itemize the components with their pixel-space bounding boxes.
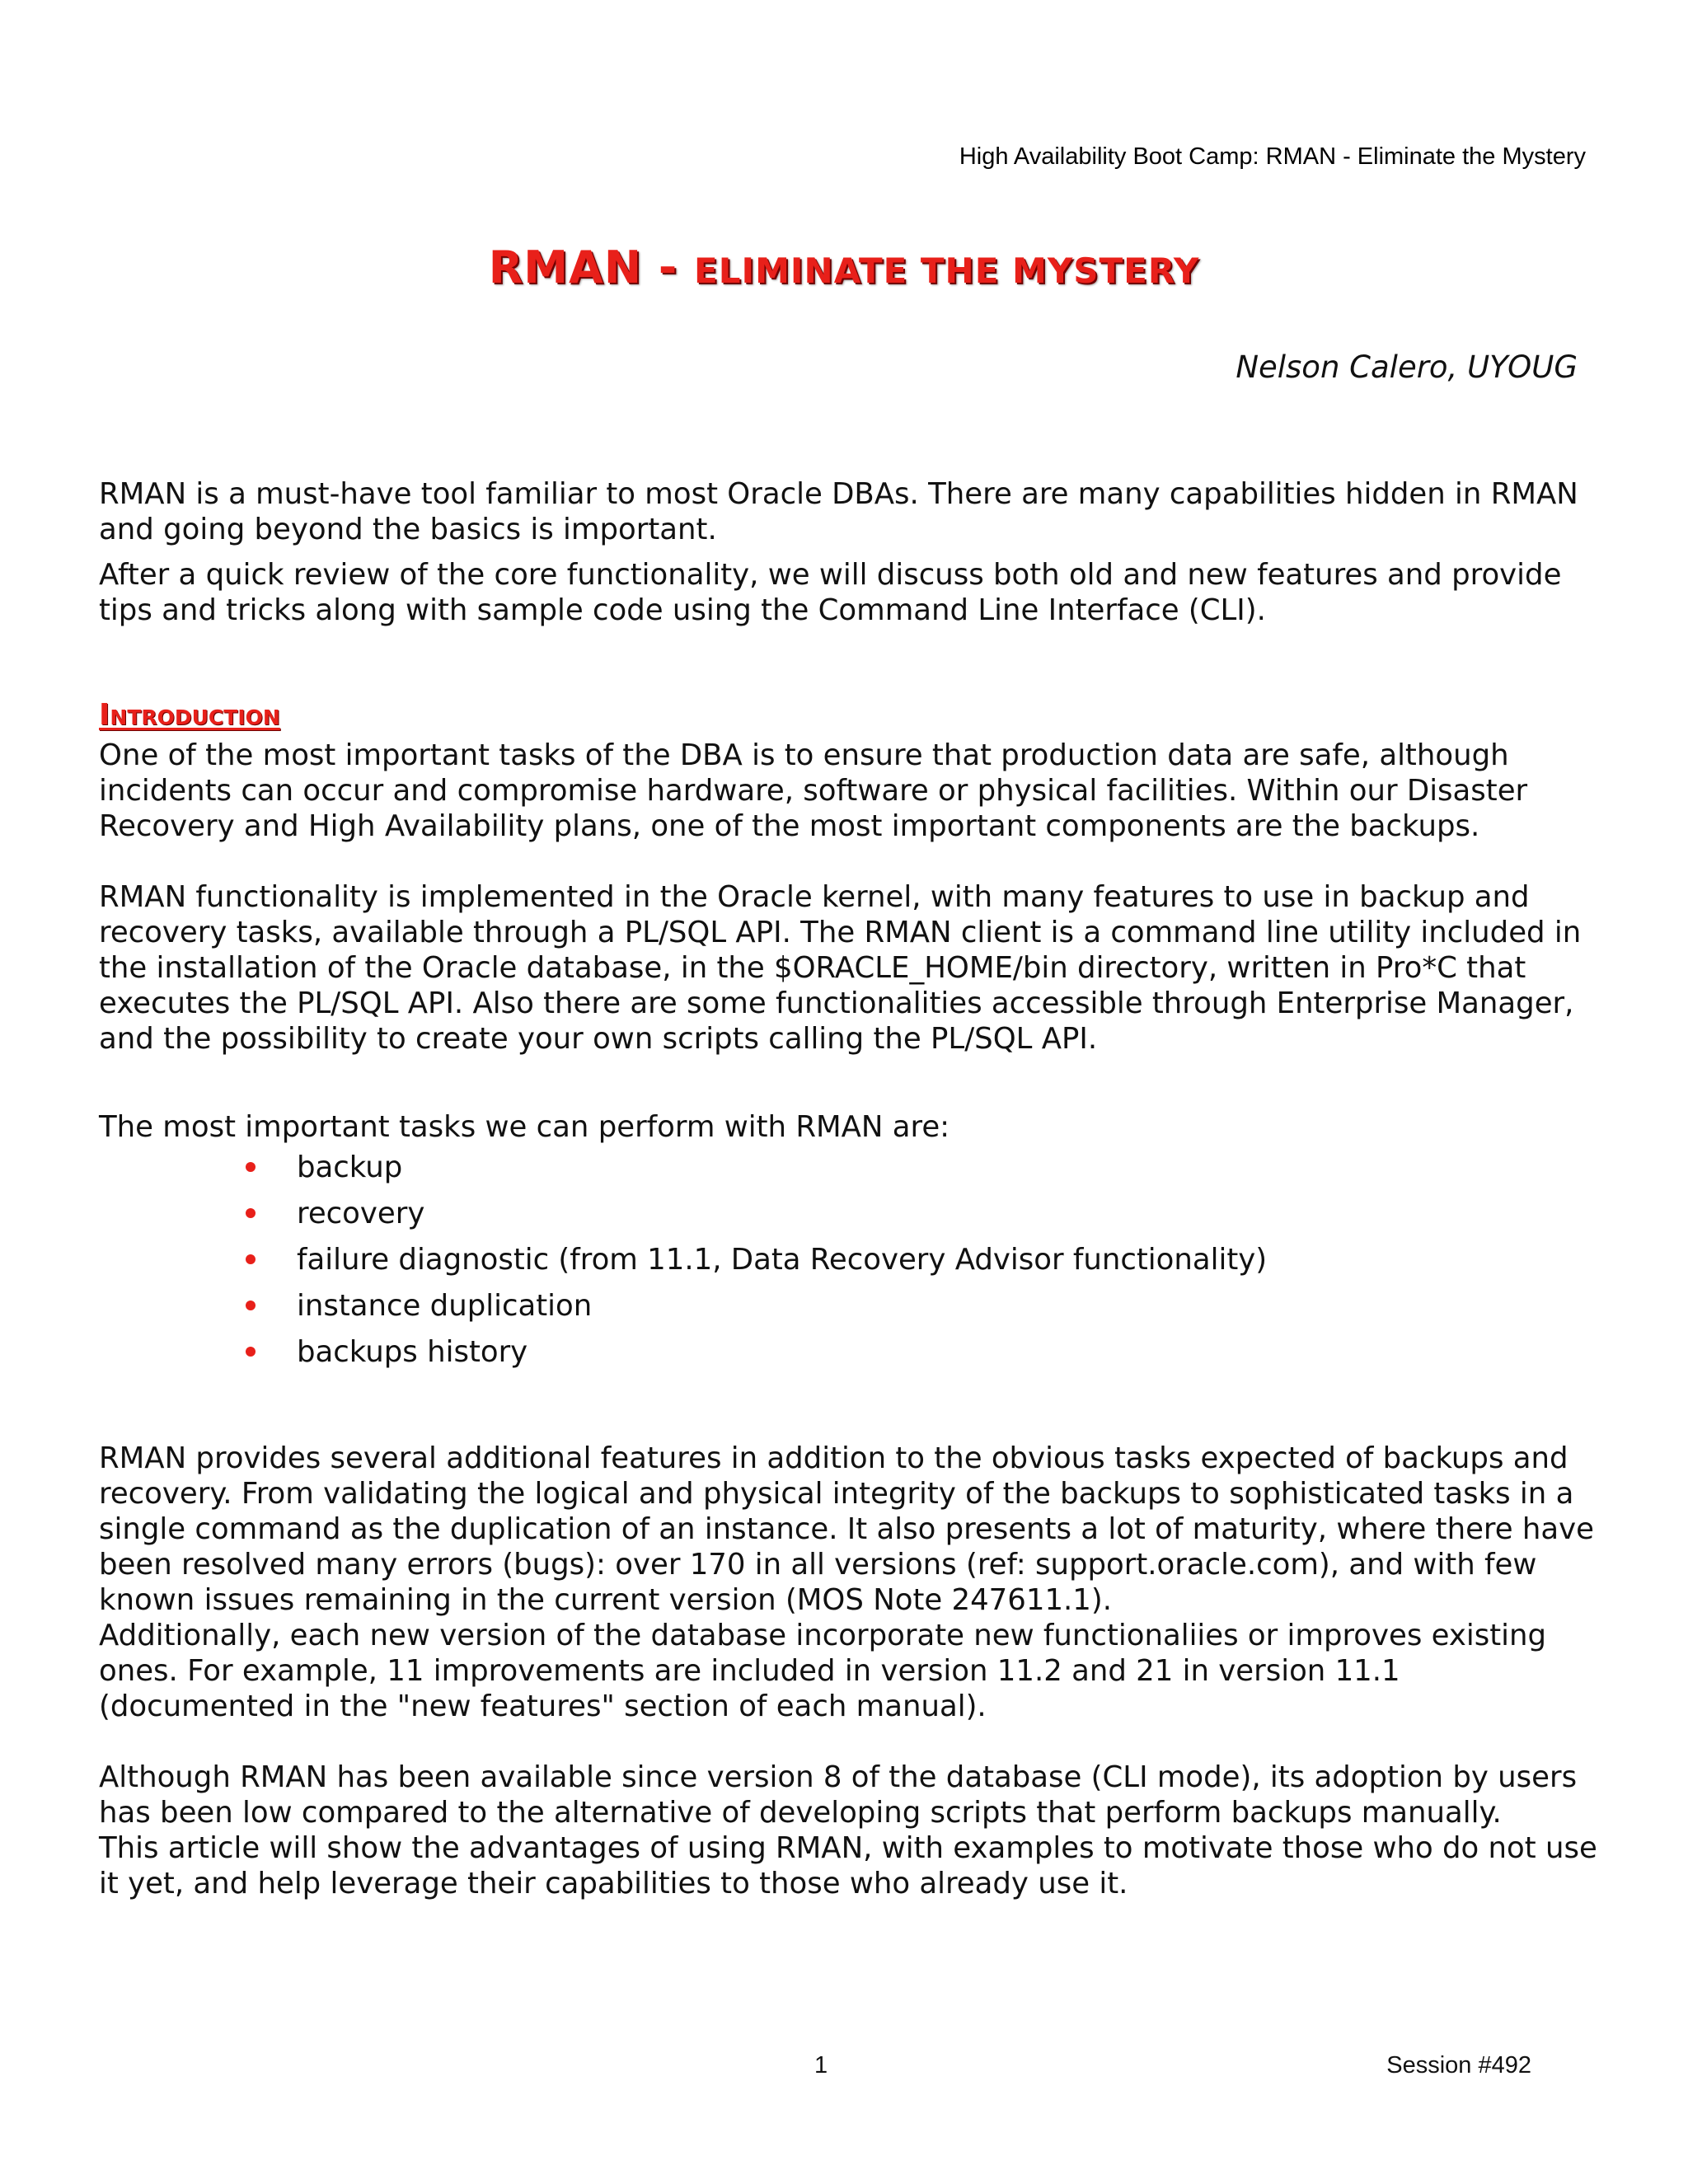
features-paragraph: RMAN provides several additional features in addition to the obvious tasks expected of backups and recovery. From validating the logical and physical integrity of the backups to sophisticated tasks in a single command as the duplication of an instance. It also presents a lot of maturity, where there have been resolved many errors (bugs): over 170 in all versions (ref: support.oracle.com), and with few known issues remaining in the current version (MOS Note 247611.1). — [99, 1441, 1594, 1617]
intro-paragraph-3: The most important tasks we can perform with RMAN are: — [99, 1110, 950, 1144]
bullet-icon — [246, 1254, 256, 1264]
section-heading-introduction: Introduction — [99, 698, 280, 732]
document-body — [99, 476, 1599, 1901]
bullet-icon — [246, 1162, 256, 1172]
list-item — [297, 1288, 1599, 1324]
page-number: 1 — [814, 2052, 828, 2079]
intro-paragraph-2: RMAN functionality is implemented in the Oracle kernel, with many features to use in backup and recovery tasks, available through a PL/SQL API. The RMAN client is a command line utility included in the installation of the Oracle database, in the $ORACLE_HOME/bin directory, written in Pro*C that executes the PL/SQL API. Also there are some functionalities accessible through Enterprise Manager, and the possibility to create your own scripts calling the PL/SQL API. — [99, 880, 1582, 1056]
session-label: Session #492 — [1386, 2052, 1531, 2079]
versions-paragraph: Additionally, each new version of the database incorporate new functionaliies or improves existing ones. For example, 11 improvements are included in version 11.2 and 21 in version 11.1 (documented in the "new features" section of each manual). — [99, 1619, 1547, 1723]
abstract-paragraph-1: RMAN is a must-have tool familiar to most Oracle DBAs. There are many capabilities hidden in RMAN and going beyond the basics is important. — [99, 477, 1578, 546]
bullet-icon — [246, 1208, 256, 1218]
task-list — [99, 1150, 1599, 1370]
article-goal-paragraph: This article will show the advantages of using RMAN, with examples to motivate those who do not use it yet, and help leverage their capabilities to those who already use it. — [99, 1831, 1597, 1900]
title-sub: ELIMINATE THE MYSTERY — [694, 251, 1200, 291]
list-item-text: recovery — [297, 1197, 425, 1230]
list-item — [297, 1196, 1599, 1231]
list-item — [297, 1242, 1599, 1277]
title-main: RMAN - — [488, 241, 695, 293]
list-item — [297, 1150, 1599, 1185]
list-item-text: instance duplication — [297, 1289, 593, 1323]
bullet-icon — [246, 1347, 256, 1357]
list-item — [297, 1334, 1599, 1370]
document-title — [0, 241, 1688, 293]
list-item-text: backup — [297, 1151, 403, 1184]
bullet-icon — [246, 1301, 256, 1310]
intro-paragraph-1: One of the most important tasks of the DBA is to ensure that production data are safe, although incidents can occur and compromise hardware, software or physical facilities. Within our Disaster Recovery and High Availability plans, one of the most important components are the backups. — [99, 738, 1528, 843]
list-item-text: backups history — [297, 1335, 528, 1369]
adoption-paragraph: Although RMAN has been available since version 8 of the database (CLI mode), its adoption by users has been low compared to the alternative of developing scripts that perform backups manually. — [99, 1760, 1578, 1830]
list-item-text: failure diagnostic (from 11.1, Data Recovery Advisor functionality) — [297, 1243, 1268, 1277]
running-header: High Availability Boot Camp: RMAN - Eliminate the Mystery — [959, 143, 1586, 170]
abstract-paragraph-2: After a quick review of the core functionality, we will discuss both old and new features and provide tips and tricks along with sample code using the Command Line Interface (CLI). — [99, 558, 1562, 627]
author-line: Nelson Calero, UYOUG — [1236, 349, 1578, 385]
